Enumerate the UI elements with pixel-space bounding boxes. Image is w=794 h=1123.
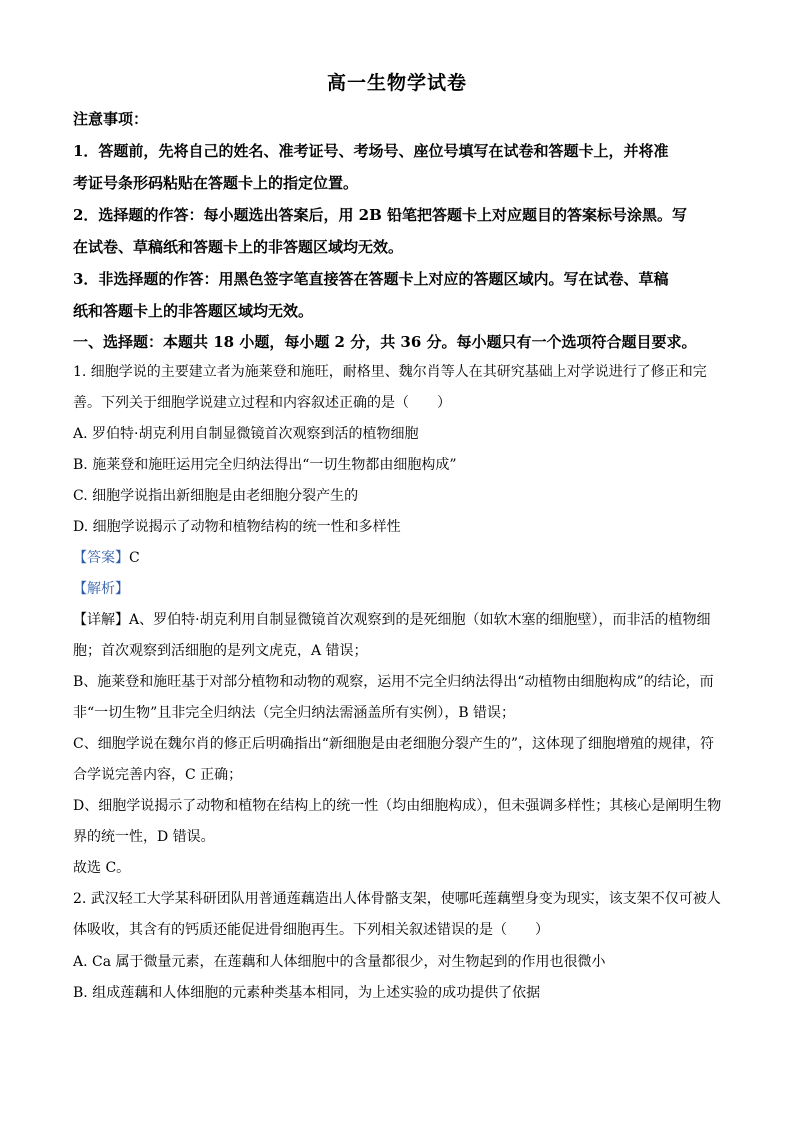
answer-value: C [129,550,140,566]
explanation-line: D、细胞学说揭示了动物和植物在结构上的统一性（均由细胞构成），但未强调多样性；其核心是阐明生物 [73,798,722,814]
answer-label: 【答案】 [73,550,129,566]
notice-line: 3．非选择题的作答：用黑色签字笔直接答在答题卡上对应的答题区域内。写在试卷、草稿 [73,270,669,288]
explanation-line: 合学说完善内容，C 正确； [73,767,243,783]
conclusion-line: 故选 C。 [73,860,131,876]
notice-line: 在试卷、草稿纸和答题卡上的非答题区域均无效。 [73,238,404,256]
option-a: A. 罗伯特·胡克利用自制显微镜首次观察到活的植物细胞 [73,426,419,442]
explanation-line: 非“一切生物”且非完全归纳法（完全归纳法需涵盖所有实例），B 错误； [73,705,516,721]
explanation-line: 胞；首次观察到活细胞的是列文虎克，A 错误； [73,643,368,659]
section-heading: 一、选择题：本题共 18 小题，每小题 2 分，共 36 分。每小题只有一个选项符合题目要求。 [73,333,697,351]
option-a: A. Ca 属于微量元素，在莲藕和人体细胞中的含量都很少，对生物起到的作用也很微小 [73,954,606,970]
explanation-line: B、施莱登和施旺基于对部分植物和动物的观察，运用不完全归纳法得出“动植物由细胞构成”的结论，而 [73,674,714,690]
option-b: B. 施莱登和施旺运用完全归纳法得出“一切生物都由细胞构成” [73,457,457,473]
question-stem: 体吸收，其含有的钙质还能促进骨细胞再生。下列相关叙述错误的是（ ） [73,922,549,938]
page-title: 高一生物学试卷 [326,72,467,94]
notice-heading: 注意事项： [73,110,149,128]
option-d: D. 细胞学说揭示了动物和植物结构的统一性和多样性 [73,519,401,535]
analysis-label: 【解析】 [73,581,129,597]
question-stem: 善。下列关于细胞学说建立过程和内容叙述正确的是（ ） [73,395,451,411]
explanation-line: 界的统一性，D 错误。 [73,829,215,845]
explanation-line: 【详解】A、罗伯特·胡克利用自制显微镜首次观察到的是死细胞（如软木塞的细胞壁），而非活的植物细 [73,612,711,628]
question-stem: 2. 武汉轻工大学某科研团队用普通莲藕造出人体骨骼支架，使哪吒莲藕塑身变为现实，该支架不仅可被人 [73,891,721,907]
notice-line: 纸和答题卡上的非答题区域均无效。 [73,302,314,320]
option-b: B. 组成莲藕和人体细胞的元素种类基本相同，为上述实验的成功提供了依据 [73,985,541,1001]
notice-line: 2．选择题的作答：每小题选出答案后，用 2B 铅笔把答题卡上对应题目的答案标号涂黑。写 [73,206,688,224]
answer-line [73,547,140,567]
explanation-line: C、细胞学说在魏尔肖的修正后明确指出“新细胞是由老细胞分裂产生的”，这体现了细胞增殖的规律，符 [73,736,715,752]
question-stem: 1. 细胞学说的主要建立者为施莱登和施旺，耐格里、魏尔肖等人在其研究基础上对学说进行了修正和完 [73,364,707,380]
notice-line: 考证号条形码粘贴在答题卡上的指定位置。 [73,174,359,192]
notice-line: 1．答题前，先将自己的姓名、准考证号、考场号、座位号填写在试卷和答题卡上，并将准 [73,142,669,160]
option-c: C. 细胞学说指出新细胞是由老细胞分裂产生的 [73,488,359,504]
